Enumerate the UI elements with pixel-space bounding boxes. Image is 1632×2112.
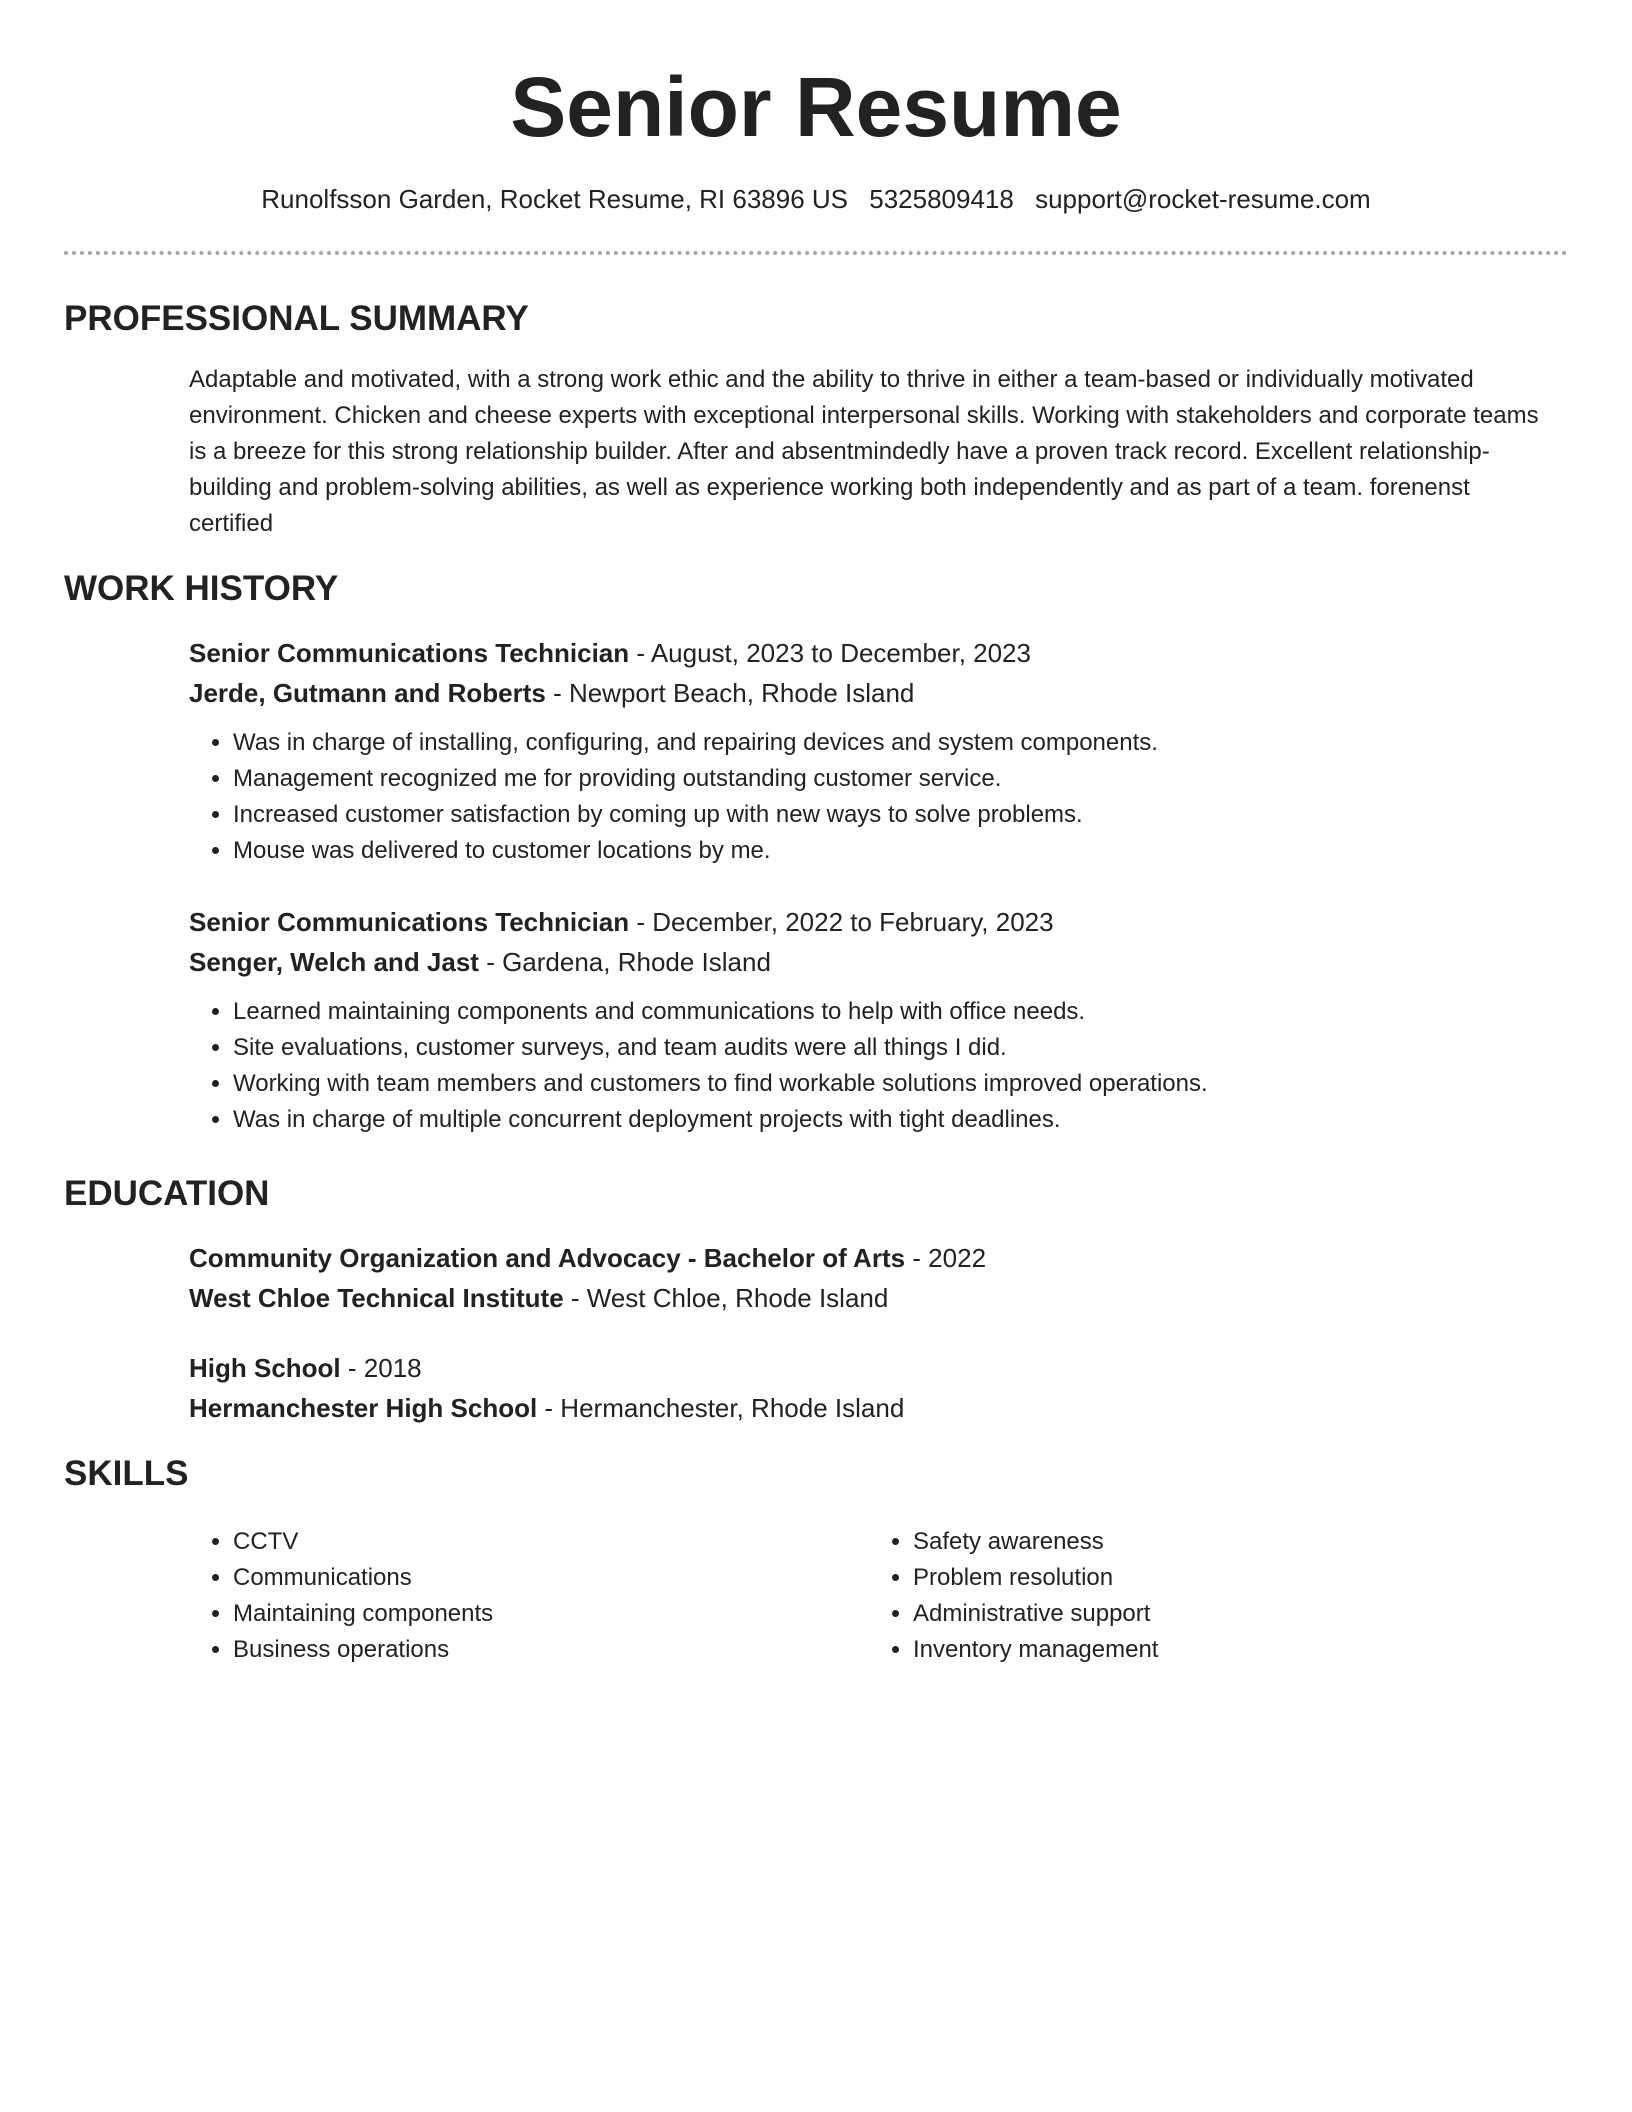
header-divider: [64, 251, 1568, 255]
skill-item: • Administrative support: [913, 1596, 1509, 1632]
section-title-work-history: WORK HISTORY: [64, 569, 339, 608]
job-bullet: • Was in charge of installing, configuring, and repairing devices and system components.: [233, 725, 1559, 761]
job-title-line: [189, 633, 1559, 673]
skill-item: • Communications: [233, 1560, 829, 1596]
job-company: Jerde, Gutmann and Roberts: [189, 678, 546, 708]
education-year: - 2022: [905, 1243, 987, 1273]
education-year: - 2018: [340, 1353, 422, 1383]
education-degree: Community Organization and Advocacy - Bachelor of Arts: [189, 1243, 906, 1273]
job-bullet: • Increased customer satisfaction by coming up with new ways to solve problems.: [233, 797, 1559, 833]
skills-column-left: [189, 1524, 829, 1668]
skill-item: • Problem resolution: [913, 1560, 1509, 1596]
job-bullet: • Learned maintaining components and communications to help with office needs.: [233, 994, 1559, 1030]
education-degree-line: [189, 1238, 1559, 1278]
job-location: - Newport Beach, Rhode Island: [545, 678, 915, 708]
job-location: - Gardena, Rhode Island: [478, 947, 771, 977]
contact-line: [0, 182, 1632, 216]
section-title-skills: SKILLS: [64, 1454, 189, 1493]
section-title-summary: PROFESSIONAL SUMMARY: [64, 299, 529, 338]
skill-item: • Safety awareness: [913, 1524, 1509, 1560]
education-school-line: [189, 1388, 1559, 1428]
section-title-education: EDUCATION: [64, 1174, 270, 1213]
contact-phone: 5325809418: [869, 184, 1014, 214]
skills-list: [189, 1524, 829, 1668]
job-dates: - December, 2022 to February, 2023: [629, 907, 1054, 937]
job-company-line: [189, 942, 1559, 982]
education-degree-line: [189, 1348, 1559, 1388]
job-role: Senior Communications Technician: [189, 638, 630, 668]
job-entry: [189, 902, 1559, 1138]
education-school: Hermanchester High School: [189, 1393, 538, 1423]
education-location: - Hermanchester, Rhode Island: [537, 1393, 905, 1423]
education-entry: [189, 1238, 1559, 1318]
job-company: Senger, Welch and Jast: [189, 947, 479, 977]
education-degree: High School: [189, 1353, 341, 1383]
education-school: West Chloe Technical Institute: [189, 1283, 564, 1313]
job-bullet: • Working with team members and customers to find workable solutions improved operations.: [233, 1066, 1559, 1102]
summary-text: Adaptable and motivated, with a strong work ethic and the ability to thrive in either a team-based or individually motivated environment. Chicken and cheese experts with exceptional interpersonal skills. Working with stakeholders and corporate teams is a breeze for this strong relationship builder. After and absentmindedly have a proven track record. Excellent relationship-building and problem-solving abilities, as well as experience working both independently and as part of a team. forenenst certified: [189, 366, 1539, 537]
job-company-line: [189, 673, 1559, 713]
job-dates: - August, 2023 to December, 2023: [629, 638, 1031, 668]
skill-item: • CCTV: [233, 1524, 829, 1560]
skills-column-right: [869, 1524, 1509, 1668]
contact-address: Runolfsson Garden, Rocket Resume, RI 63896 US: [261, 184, 849, 214]
job-entry: [189, 633, 1559, 869]
job-bullet: • Management recognized me for providing outstanding customer service.: [233, 761, 1559, 797]
resume-name: Senior Resume: [510, 60, 1122, 154]
contact-email: support@rocket-resume.com: [1035, 184, 1371, 214]
job-bullet: • Was in charge of multiple concurrent deployment projects with tight deadlines.: [233, 1102, 1559, 1138]
skill-item: • Business operations: [233, 1632, 829, 1668]
education-school-line: [189, 1278, 1559, 1318]
job-bullet: • Mouse was delivered to customer locations by me.: [233, 833, 1559, 869]
skills-list: [869, 1524, 1509, 1668]
job-role: Senior Communications Technician: [189, 907, 630, 937]
job-bullets: [189, 725, 1559, 869]
education-location: - West Chloe, Rhode Island: [563, 1283, 889, 1313]
education-entry: [189, 1348, 1559, 1428]
job-title-line: [189, 902, 1559, 942]
skill-item: • Inventory management: [913, 1632, 1509, 1668]
job-bullets: [189, 994, 1559, 1138]
job-bullet: • Site evaluations, customer surveys, and team audits were all things I did.: [233, 1030, 1559, 1066]
skill-item: • Maintaining components: [233, 1596, 829, 1632]
